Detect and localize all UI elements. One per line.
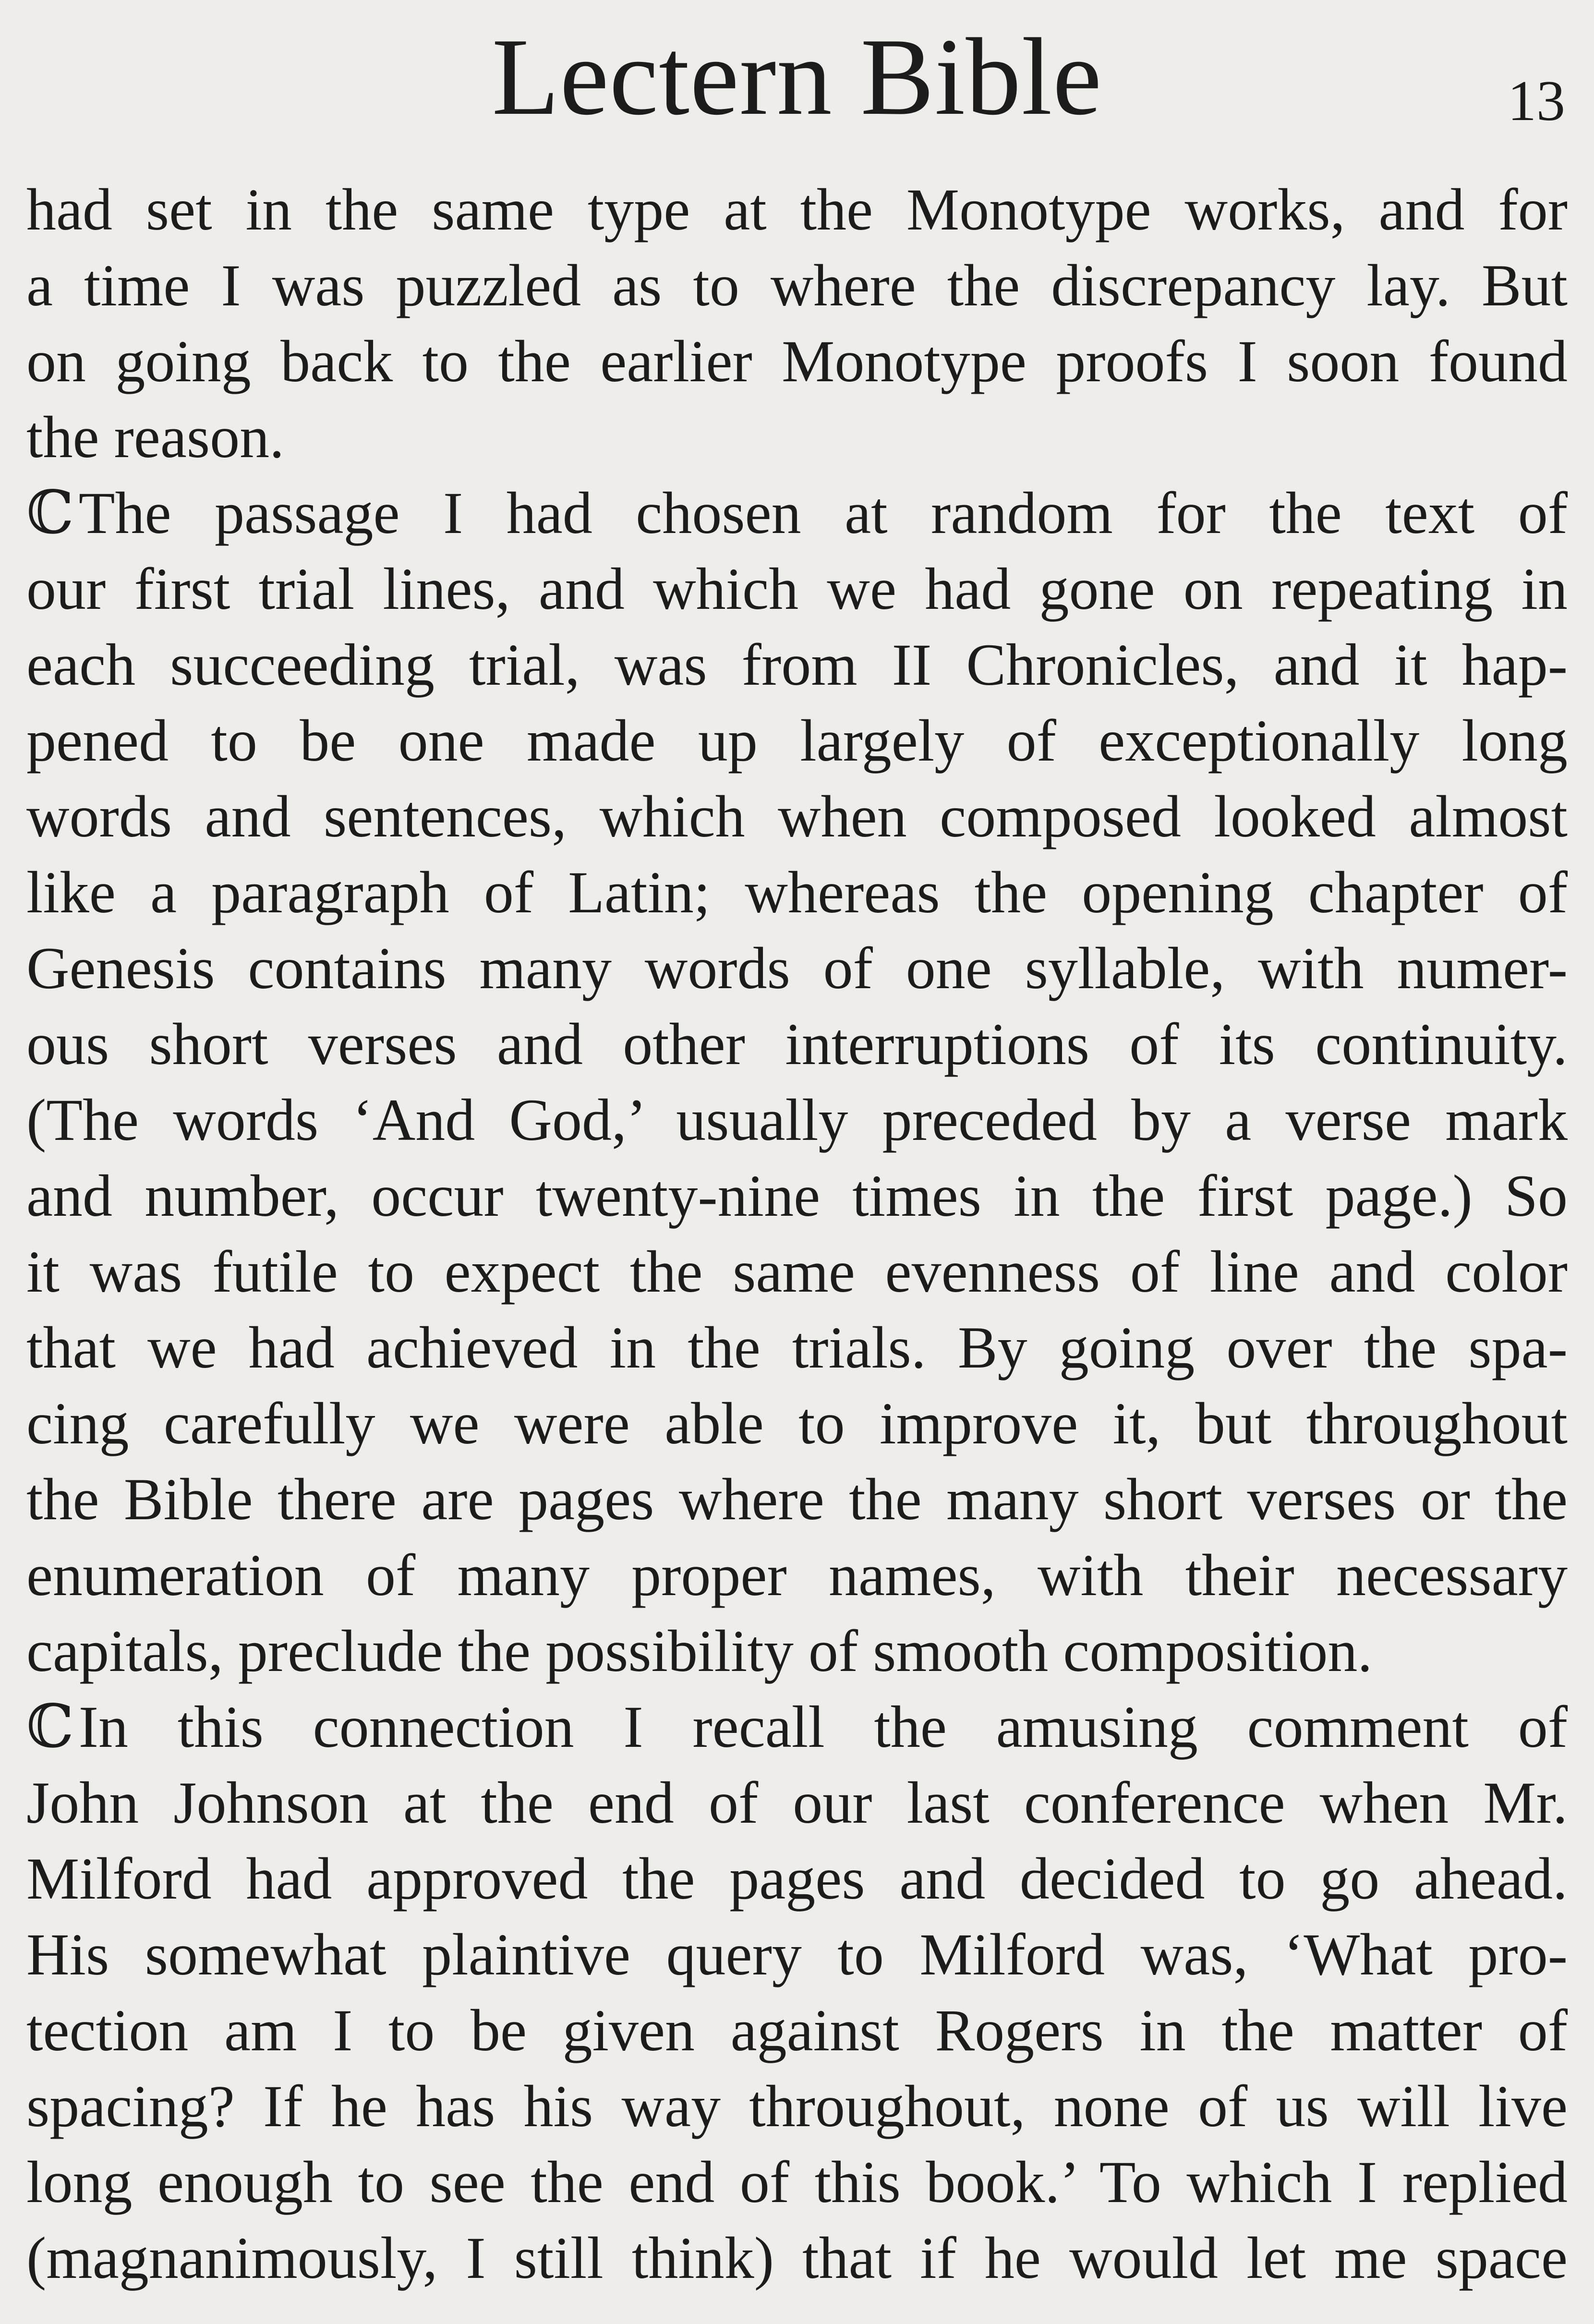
page-header: [0, 10, 1594, 154]
text-line: Milford had approved the pages and decided to go ahead.: [26, 1846, 1568, 1912]
text-line: enumeration of many proper names, with their necessary: [26, 1542, 1568, 1608]
text-line-with-paragraph-mark: [26, 475, 1568, 551]
text-line: John Johnson at the end of our last conference when Mr.: [26, 1770, 1568, 1836]
text-line: on going back to the earlier Monotype proofs I soon found: [26, 328, 1568, 394]
text-line: the Bible there are pages where the many short verses or the: [26, 1466, 1568, 1532]
text-line: each succeeding trial, was from II Chronicles, and it hap-: [26, 632, 1568, 698]
paragraph-mark-icon: ℂ: [26, 480, 74, 546]
text-line: pened to be one made up largely of exceptionally long: [26, 708, 1568, 774]
text-line: words and sentences, which when composed looked almost: [26, 784, 1568, 849]
text-line: that we had achieved in the trials. By going over the spa-: [26, 1315, 1568, 1380]
text-line: like a paragraph of Latin; whereas the opening chapter of: [26, 859, 1568, 925]
text-line: His somewhat plaintive query to Milford was, ‘What pro-: [26, 1922, 1568, 1987]
text-line: tection am I to be given against Rogers in the matter of: [26, 1997, 1568, 2063]
text-line: a time I was puzzled as to where the discrepancy lay. But: [26, 253, 1568, 318]
text-line: long enough to see the end of this book.’ To which I replied: [26, 2149, 1568, 2215]
text-line: The passage I had chosen at random for the text of: [78, 480, 1568, 546]
text-line: and number, occur twenty-nine times in the first page.) So: [26, 1163, 1568, 1229]
text-line: the reason.: [26, 404, 285, 470]
text-line: our first trial lines, and which we had gone on repeating in: [26, 556, 1568, 622]
text-line: (magnanimously, I still think) that if he would let me space: [26, 2225, 1568, 2291]
text-line: In this connection I recall the amusing comment of: [78, 1694, 1568, 1760]
text-line: had set in the same type at the Monotype works, and for: [26, 177, 1568, 242]
text-line: (The words ‘And God,’ usually preceded by a verse mark: [26, 1087, 1568, 1153]
text-line: Genesis contains many words of one syllable, with numer-: [26, 935, 1568, 1001]
text-line: it was futile to expect the same evenness of line and color: [26, 1239, 1568, 1305]
text-line: ous short verses and other interruptions of its continuity.: [26, 1011, 1568, 1077]
text-line: spacing? If he has his way throughout, none of us will live: [26, 2073, 1568, 2139]
text-line-with-paragraph-mark: [26, 1689, 1568, 1765]
page-number: 13: [1508, 69, 1565, 133]
paragraph-mark-icon: ℂ: [26, 1694, 74, 1760]
text-line: cing carefully we were able to improve it, but throughout: [26, 1391, 1568, 1456]
running-title: Lectern Bible: [492, 15, 1102, 138]
text-line: capitals, preclude the possibility of smooth composition.: [26, 1618, 1373, 1684]
body-text: [26, 172, 1568, 2296]
